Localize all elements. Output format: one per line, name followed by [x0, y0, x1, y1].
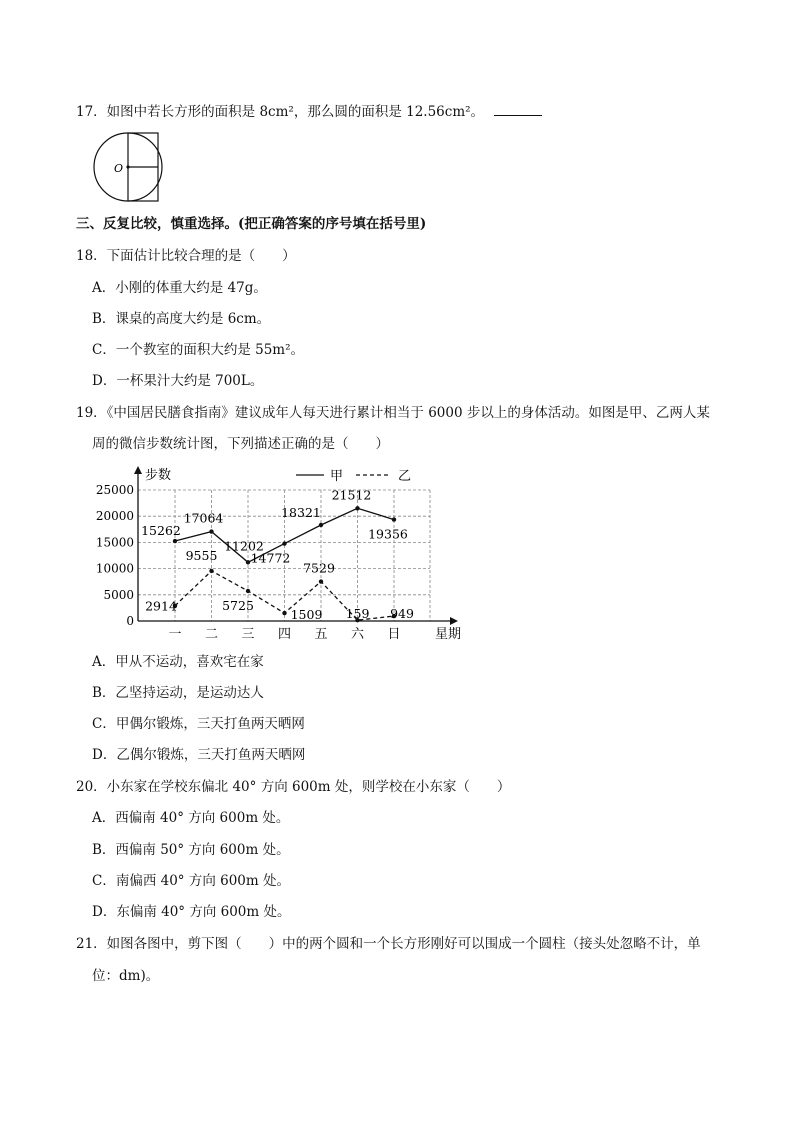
- answer-blank[interactable]: [494, 103, 542, 116]
- y-tick-label: 20000: [95, 509, 134, 524]
- q18-option-d[interactable]: D．一杯果汁大约是 700L。: [92, 373, 264, 389]
- data-label-yi: 159: [345, 606, 370, 622]
- data-point: [246, 589, 250, 593]
- data-label-jia: 15262: [141, 523, 181, 539]
- center-dot: [126, 165, 129, 168]
- data-label-jia: 19356: [368, 526, 408, 542]
- q18-option-b[interactable]: B．课桌的高度大约是 6cm。: [92, 311, 271, 327]
- q20-option-d[interactable]: D．东偏南 40° 方向 600m 处。: [92, 904, 291, 920]
- data-point: [319, 579, 323, 583]
- center-label: O: [114, 162, 124, 175]
- step-count-chart: [88, 458, 480, 646]
- y-tick-label: 25000: [95, 483, 134, 497]
- data-label-jia: 21512: [331, 487, 372, 503]
- data-point: [209, 529, 213, 533]
- data-point: [246, 560, 250, 564]
- q18-text: 18．下面估计比较合理的是（ ）: [76, 248, 296, 264]
- q19-text-line1: 19．《中国居民膳食指南》建议成年人每天进行累计相当于 6000 步以上的身体活动。如图是甲、乙两人某: [76, 405, 710, 421]
- y-tick-label: 5000: [103, 587, 134, 602]
- legend-label-yi: 乙: [398, 469, 412, 484]
- data-point: [392, 517, 396, 521]
- q18-option-a[interactable]: A．小刚的体重大约是 47g。: [92, 280, 267, 296]
- q17-text-label: 17．如图中若长方形的面积是 8cm²，那么圆的面积是 12.56cm²。: [76, 104, 485, 120]
- data-point: [282, 611, 286, 615]
- q20-option-c[interactable]: C．南偏西 40° 方向 600m 处。: [92, 873, 290, 889]
- data-label-yi: 1509: [290, 607, 323, 623]
- q17-text: [76, 102, 542, 122]
- data-label-yi: 9555: [185, 547, 218, 563]
- q20-option-a[interactable]: A．西偏南 40° 方向 600m 处。: [92, 810, 290, 826]
- y-axis-title: 步数: [145, 468, 172, 483]
- data-point: [319, 523, 323, 527]
- q19-text-line2: 周的微信步数统计图，下列描述正确的是（ ）: [92, 436, 389, 452]
- q17-figure: [92, 130, 168, 204]
- section-title: 三、反复比较，慎重选择。(把正确答案的序号填在括号里): [76, 216, 427, 232]
- data-point: [355, 506, 359, 510]
- x-tick-label: 五: [314, 627, 328, 642]
- data-label-yi: 2914: [145, 598, 177, 614]
- x-tick-label: 二: [204, 627, 219, 642]
- q19-option-b[interactable]: B．乙坚持运动，是运动达人: [92, 685, 264, 701]
- y-tick-label: 0: [126, 614, 134, 628]
- q21-text-line2: 位：dm)。: [92, 968, 160, 984]
- x-tick-label: 四: [277, 627, 292, 642]
- x-tick-label: 一: [168, 627, 182, 642]
- data-label-yi: 949: [390, 606, 414, 622]
- q20-option-b[interactable]: B．西偏南 50° 方向 600m 处。: [92, 842, 290, 858]
- data-point: [282, 541, 286, 545]
- data-label-yi: 7529: [303, 560, 335, 576]
- data-label-jia: 18321: [281, 504, 321, 520]
- x-axis-arrow: [450, 617, 458, 625]
- q21-text-line1: 21．如图各图中，剪下图（ ）中的两个圆和一个长方形刚好可以围成一个圆柱（接头处忽略不计，单: [76, 936, 701, 952]
- x-tick-label: 六: [350, 627, 365, 642]
- data-label-jia: 11202: [224, 538, 264, 554]
- x-tick-label: 日: [387, 627, 401, 642]
- data-label-jia: 14772: [250, 550, 291, 566]
- y-tick-label: 10000: [95, 561, 134, 576]
- data-label-yi: 5725: [222, 598, 254, 614]
- y-tick-label: 15000: [95, 535, 134, 550]
- x-tick-label: 三: [241, 627, 255, 642]
- q19-option-d[interactable]: D．乙偶尔锻炼，三天打鱼两天晒网: [92, 747, 306, 763]
- data-point: [209, 569, 213, 573]
- data-point: [173, 539, 177, 543]
- q20-text: 20．小东家在学校东偏北 40° 方向 600m 处，则学校在小东家（ ）: [76, 779, 511, 795]
- q19-option-a[interactable]: A．甲从不运动，喜欢宅在家: [92, 654, 264, 670]
- legend-label-jia: 甲: [330, 469, 344, 484]
- data-label-jia: 17064: [183, 510, 224, 526]
- q19-option-c[interactable]: C．甲偶尔锻炼，三天打鱼两天晒网: [92, 716, 305, 732]
- y-axis-arrow: [134, 466, 142, 474]
- q18-option-c[interactable]: C．一个教室的面积大约是 55m²。: [92, 342, 305, 358]
- x-axis-title: 星期: [435, 627, 462, 642]
